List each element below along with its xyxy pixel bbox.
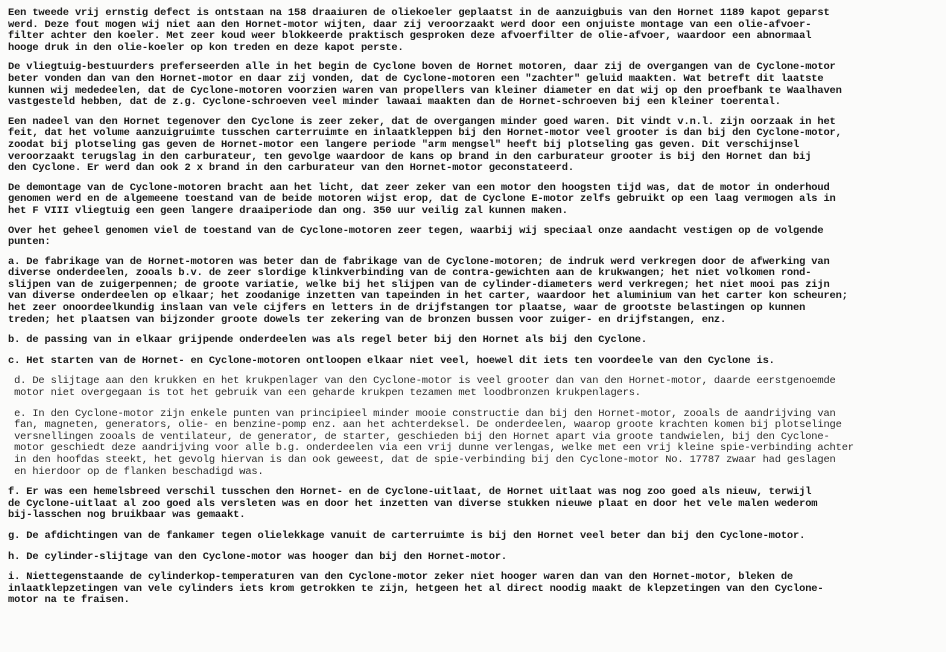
text-line: in den hoofdas steekt, het gevolg hiervan is dan ook geweest, dat de spie-verbinding bij den Cyclone-motor No. 17787 zwaar had geslagen [8, 454, 836, 466]
list-item-c [8, 356, 940, 368]
text-line: De vliegtuig-bestuurders preferseerden alle in het begin de Cyclone boven de Hornet motoren, daar zij de overgangen van de Cyclone-motor [8, 61, 836, 74]
text-line: b. de passing van in elkaar grijpende onderdeelen was als regel beter bij den Hornet als bij den Cyclone. [8, 334, 647, 347]
text-line: motor niet overgegaan is tot het gebruik van een geharde krukpen tezamen met loodbronzen krukpenlagers. [8, 387, 641, 400]
text-line: g. De afdichtingen van de fankamer tegen olielekkage vanuit de carterruimte is bij den Hornet veel beter dan bij den Cyclone-motor. [8, 529, 806, 542]
paragraph-demontage [8, 183, 940, 218]
text-line: e. In den Cyclone-motor zijn enkele punten van principieel minder mooie constructie dan bij den Hornet-motor, zooals de aandrijving van [8, 407, 836, 420]
text-line: motor na te fraisen. [8, 594, 130, 607]
text-line: bij-lasschen nog bruikbaar was gemaakt. [8, 509, 246, 522]
text-line: slijpen van de zuigerpennen; de groote variatie, welke bij het slijpen van de cylinder-diameters werd verkregen; het niet mooi pas zijn [8, 278, 830, 291]
text-line: het F VIII vliegtuig een geen langere draaiperiode dan ong. 350 uur veilig zal kunnen maken. [8, 204, 568, 217]
list-item-b [8, 335, 940, 347]
text-line: fan, magneten, generators, olie- en benzine-pomp enz. aan het achterdeksel. De onderdeelen, waarop groote krachten komen bij plotselinge [8, 419, 842, 432]
text-line: zoodat bij plotseling gas geven de Hornet-motor een langere periode "arm mengsel" heeft bij plotseling gas geven. Dit verschijnsel [8, 138, 800, 151]
list-item-h [8, 552, 940, 564]
text-line: beter vonden dan van den Hornet-motor en daar zij vonden, dat de Cyclone-motoren een "zachter" geluid maakten. Wat betreft dit laatste [8, 72, 824, 85]
text-line: punten: [8, 236, 51, 249]
list-item-d [8, 376, 940, 399]
text-line: Een nadeel van den Hornet tegenover den Cyclone is zeer zeker, dat de overgangen minder goed waren. Dit vindt v.n.l. zijn oorzaak in het [8, 115, 836, 128]
text-line: vastgesteld hebben, dat de z.g. Cyclone-schroeven veel minder lawaai maakten dan de Hornet-schroeven bij een kleiner toerental. [8, 96, 781, 109]
text-line: d. De slijtage aan den krukken en het krukpenlager van den Cyclone-motor is veel grooter dan van den Hornet-motor, daarde eerstgenoemde [8, 375, 836, 388]
text-line: filter achter den koeler. Met zeer koud weer blokkeerde praktisch gesproken deze afvoerfilter de olie-afvoer, waardoor een abnormaal [8, 30, 812, 43]
paragraph-overzicht [8, 226, 940, 249]
text-line: werd. Deze fout mogen wij niet aan den Hornet-motor wijten, daar zij veroorzaakt werd door een onjuiste montage van een olie-afvoer- [8, 18, 812, 31]
paragraph-preferentie [8, 62, 940, 108]
text-line: het zeer onoordeelkundig inslaan van vele cijfers en letters in de drijfstangen tor plaatse, waar de grootste belastingen op kunnen [8, 302, 806, 315]
text-line: Over het geheel genomen viel de toestand van de Cyclone-motoren zeer tegen, waarbij wij speciaal onze aandacht vestigen op de volgende [8, 224, 824, 237]
text-line: treden; het plaatsen van bijzonder groote dowels ter zekering van de bronzen bussen voor zuiger- en drijfstangen, enz. [8, 313, 727, 326]
text-line: veroorzaakt terugslag in den carburateur, ten gevolge waardoor de kans op brand in den carburateur grooter is bij den Hornet dan bij [8, 150, 812, 163]
text-line: De demontage van de Cyclone-motoren bracht aan het licht, dat zeer zeker van een motor den hoogsten tijd was, dat de motor in onderhoud [8, 181, 830, 194]
text-line: hooge druk in den olie-koeler op kon treden en deze kapot perste. [8, 41, 404, 54]
paragraph-oliekoeler [8, 8, 940, 54]
text-line: genomen werd en de algemeene toestand van de beide motoren wijst erop, dat de Cyclone E-motor zelfs gebruikt op een laag vermogen als in [8, 193, 836, 206]
text-line: f. Er was een hemelsbreed verschil tusschen den Hornet- en de Cyclone-uitlaat, de Hornet uitlaat was nog zoo goed als nieuw, terwijl [8, 486, 812, 499]
text-line: van diverse onderdeelen op elkaar; het zoodanige inzetten van tapeinden in het carter, waardoor het aluminium van het carter kon scheuren; [8, 290, 848, 303]
text-line: feit, dat het volume aanzuigruimte tusschen carterruimte en inlaatkleppen bij den Hornet-motor veel grooter is dan bij den Cyclone-motor, [8, 127, 842, 140]
text-line: versnellingen zooals de ventilateur, de generator, de starter, geschieden bij den Hornet apart via groote tandwielen, bij den Cyclone- [8, 430, 830, 443]
text-line: de Cyclone-uitlaat al zoo goed als versleten was en door het inzetten van diverse stukken nieuwe plaat en door het vele malen wederom [8, 497, 818, 510]
text-line: Een tweede vrij ernstig defect is ontstaan na 158 draaiuren de oliekoeler geplaatst in de aanzuigbuis van den Hornet 1189 kapot geparst [8, 7, 830, 19]
text-line: c. Het starten van de Hornet- en Cyclone-motoren ontloopen elkaar niet veel, hoewel dit iets ten voordeele van den Cyclone is. [8, 354, 775, 367]
list-item-i [8, 572, 940, 607]
text-line: kunnen wij mededeelen, dat de Cyclone-motoren voorzien waren van propellers van kleiner diameter en dat wij op den proefbank te Waalhaven [8, 84, 842, 97]
text-line: h. De cylinder-slijtage van den Cyclone-motor was hooger dan bij den Hornet-motor. [8, 550, 508, 563]
list-item-g [8, 531, 940, 543]
list-item-a [8, 257, 940, 327]
text-line: en hierdoor op de flanken beschadigd was. [8, 465, 264, 478]
text-line: diverse onderdeelen, zooals b.v. de zeer slordige klinkverbinding van de contra-gewichten aan de krukwangen; het niet volkomen rond- [8, 267, 812, 280]
text-line: i. Niettegenstaande de cylinderkop-temperaturen van den Cyclone-motor zeker niet hooger waren dan van den Hornet-motor, bleken de [8, 571, 794, 584]
text-line: a. De fabrikage van de Hornet-motoren was beter dan de fabrikage van de Cyclone-motoren; de indruk werd verkregen door de afwerking van [8, 255, 830, 268]
text-line: motor geschiedt deze aandrijving voor alle b.g. onderdeelen via een vrij dunne verlengas, welke met een vrij kleine spie-verbinding achter [8, 442, 854, 455]
text-line: den Cyclone. Er werd dan ook 2 x brand in den carburateur van den Hornet-motor geconstateerd. [8, 162, 574, 175]
list-item-f [8, 487, 940, 522]
paragraph-nadeel-hornet [8, 117, 940, 175]
text-line: inlaatklepzetingen van vele cylinders iets krom getrokken te zijn, hetgeen het al direct noodig maakt de klepzetingen van den Cyclone- [8, 582, 824, 595]
list-item-e [8, 409, 940, 479]
